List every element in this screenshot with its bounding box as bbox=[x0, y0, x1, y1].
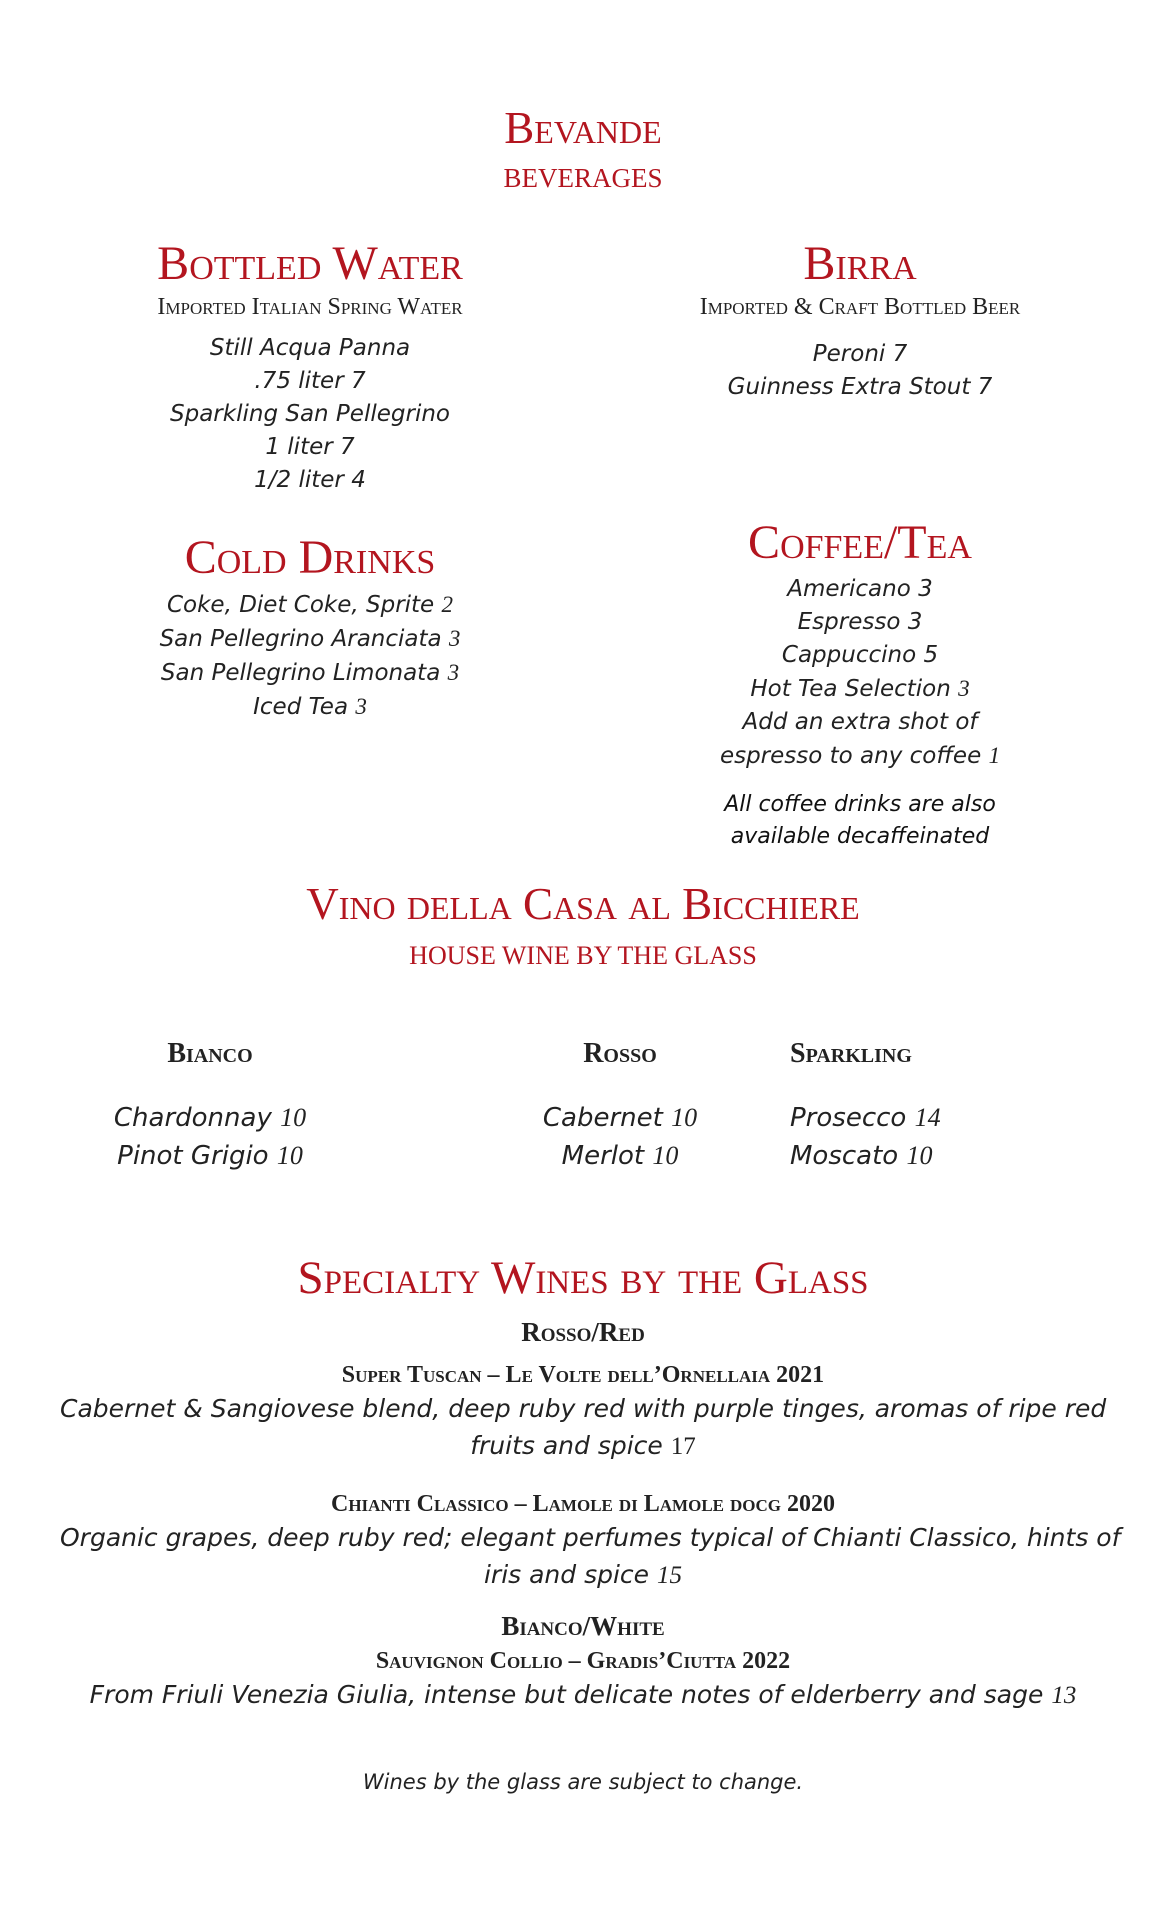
decaf-note: All coffee drinks are also available decaffeinated bbox=[724, 792, 996, 849]
bottled-water-section bbox=[110, 236, 510, 497]
coffee-tea-title: Coffee/Tea bbox=[748, 516, 972, 569]
list-item: Iced Tea 3 bbox=[253, 694, 367, 720]
list-item: Espresso 3 bbox=[797, 609, 923, 635]
list-item: Guinness Extra Stout 7 bbox=[727, 374, 993, 400]
house-wine-column-bianco bbox=[90, 1037, 330, 1175]
list-item: Sparkling San Pellegrino bbox=[170, 401, 450, 427]
column-items bbox=[790, 1099, 1040, 1175]
list-item: Moscato 10 bbox=[790, 1141, 933, 1171]
list-item: 1/2 liter 4 bbox=[254, 467, 366, 493]
column-items bbox=[500, 1099, 740, 1175]
page-subtitle: BEVERAGES bbox=[503, 163, 663, 193]
list-item: Still Acqua Panna bbox=[209, 335, 411, 361]
column-heading: Sparkling bbox=[790, 1038, 912, 1069]
wine-description: From Friuli Venezia Giulia, intense but delicate notes of elderberry and sage 13 bbox=[89, 1680, 1077, 1709]
list-item: San Pellegrino Limonata 3 bbox=[160, 660, 460, 686]
bottled-water-items bbox=[110, 332, 510, 497]
footer-note: Wines by the glass are subject to change. bbox=[362, 1770, 804, 1794]
list-item: San Pellegrino Aranciata 3 bbox=[159, 626, 461, 652]
list-item: Hot Tea Selection 3 bbox=[750, 676, 970, 702]
house-wine-subtitle: HOUSE WINE BY THE GLASS bbox=[409, 941, 757, 970]
rosso-heading: Rosso/Red bbox=[521, 1317, 645, 1347]
coffee-tea-section bbox=[660, 515, 1060, 853]
list-item: 1 liter 7 bbox=[265, 434, 355, 460]
list-item: Chardonnay 10 bbox=[113, 1103, 307, 1133]
house-wine-column-sparkling bbox=[790, 1037, 1040, 1175]
bottled-water-subtitle: Imported Italian Spring Water bbox=[157, 294, 463, 320]
cold-drinks-items bbox=[110, 588, 510, 724]
list-item: Cappuccino 5 bbox=[781, 642, 939, 668]
list-item: Peroni 7 bbox=[812, 341, 908, 367]
cold-drinks-section bbox=[110, 530, 510, 724]
list-item: Cabernet 10 bbox=[542, 1103, 698, 1133]
list-item: espresso to any coffee 1 bbox=[719, 743, 1001, 769]
specialty-wines-title: Specialty Wines by the Glass bbox=[297, 1252, 869, 1304]
house-wine-title: Vino della Casa al Bicchiere bbox=[306, 879, 860, 929]
wine-name: Sauvignon Collio – Gradis’Ciutta 2022 bbox=[375, 1648, 791, 1674]
birra-items bbox=[660, 338, 1060, 404]
birra-subtitle: Imported & Craft Bottled Beer bbox=[699, 294, 1021, 320]
list-item: .75 liter 7 bbox=[254, 368, 366, 394]
list-item: Prosecco 14 bbox=[790, 1103, 941, 1133]
wine-name: Chianti Classico – Lamole di Lamole docg 2020 bbox=[330, 1491, 835, 1517]
house-wine-column-rosso bbox=[500, 1037, 740, 1175]
cold-drinks-title: Cold Drinks bbox=[184, 531, 436, 584]
coffee-tea-items bbox=[660, 573, 1060, 773]
column-heading: Rosso bbox=[583, 1038, 657, 1069]
column-items bbox=[90, 1099, 330, 1175]
bianco-heading: Bianco/White bbox=[501, 1611, 665, 1641]
list-item: Americano 3 bbox=[787, 576, 933, 602]
column-heading: Bianco bbox=[167, 1038, 253, 1069]
wine-name: Super Tuscan – Le Volte dell’Ornellaia 2021 bbox=[341, 1362, 825, 1388]
list-item: Add an extra shot of bbox=[742, 709, 978, 735]
page-title: Bevande bbox=[504, 103, 662, 153]
birra-section bbox=[660, 236, 1060, 404]
list-item: Coke, Diet Coke, Sprite 2 bbox=[166, 592, 454, 618]
wine-description: Organic grapes, deep ruby red; elegant perfumes typical of Chianti Classico, hints of iris and spice 15 bbox=[60, 1523, 1121, 1589]
birra-title: Birra bbox=[803, 237, 917, 290]
wine-description: Cabernet & Sangiovese blend, deep ruby red with purple tinges, aromas of ripe red fruits and spice 17 bbox=[60, 1394, 1107, 1460]
list-item: Pinot Grigio 10 bbox=[117, 1141, 303, 1171]
bottled-water-title: Bottled Water bbox=[157, 237, 463, 290]
list-item: Merlot 10 bbox=[561, 1141, 679, 1171]
specialty-wines-section bbox=[60, 1314, 1121, 1714]
